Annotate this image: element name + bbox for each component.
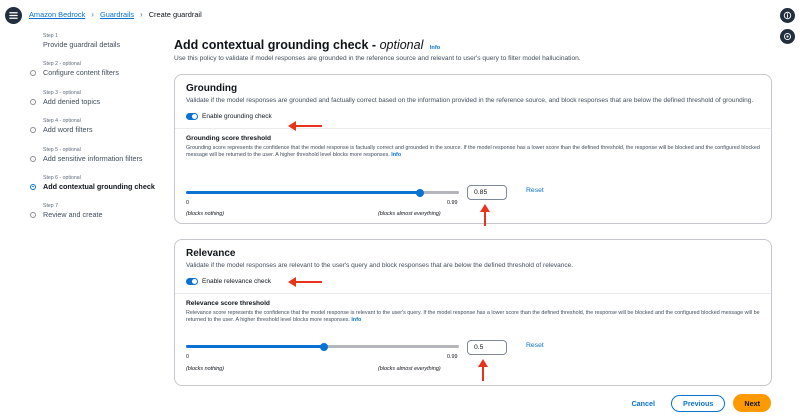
grounding-title: Grounding — [186, 83, 238, 94]
step-number: Step 4 - optional — [43, 118, 81, 125]
annotation-arrow-left-icon — [286, 276, 324, 288]
breadcrumb-amazon-bedrock[interactable]: Amazon Bedrock — [29, 10, 86, 19]
relevance-threshold-description — [186, 310, 760, 324]
grounding-threshold-description-text: Grounding score represents the confidence that the model response is factually correct and grounded in the source. If the model response has a lower score than the defined threshold, the response will be blocked and the configured blocked message will be returned to the user. A higher threshold level blocks more responses. — [186, 144, 760, 158]
annotation-arrow-up-icon — [479, 203, 491, 227]
relevance-slider[interactable] — [186, 345, 459, 348]
relevance-threshold-input[interactable]: 0.5 — [467, 340, 507, 355]
relevance-max-caption: (blocks almost everything) — [378, 366, 441, 372]
grounding-slider-thumb[interactable] — [416, 189, 424, 197]
wizard-step-7[interactable] — [30, 203, 170, 231]
grounding-toggle[interactable] — [186, 113, 198, 120]
info-panel-icon[interactable] — [780, 8, 795, 23]
cancel-button[interactable]: Cancel — [631, 398, 656, 408]
grounding-slider[interactable] — [186, 191, 459, 194]
breadcrumb-current: Create guardrail — [148, 10, 202, 19]
previous-button[interactable]: Previous — [671, 395, 725, 412]
relevance-threshold-description-text: Relevance score represents the confidence that the model response is relevant to the user's query. If the model response has a lower score than the defined threshold, the response will be blocked and the configured blocked message will be returned to the user. A higher threshold level blocks more responses. — [186, 309, 760, 323]
grounding-min-caption: (blocks nothing) — [186, 211, 225, 217]
wizard-footer — [631, 394, 771, 412]
wizard-step-5[interactable] — [30, 147, 170, 175]
page-title — [174, 38, 772, 52]
grounding-reset-button[interactable]: Reset — [526, 187, 544, 194]
wizard-step-6[interactable] — [30, 175, 170, 203]
menu-icon[interactable] — [5, 7, 22, 24]
grounding-info-link[interactable]: Info — [391, 151, 402, 158]
grounding-description: Validate if the model responses are grounded and factually correct based on the information provided in the reference source, and block responses that are below the defined threshold of grounding. — [186, 97, 754, 104]
wizard-step-4[interactable] — [30, 118, 170, 146]
grounding-max-caption: (blocks almost everything) — [378, 211, 441, 217]
relevance-toggle-label: Enable relevance check — [202, 277, 272, 285]
grounding-min-label: 0 — [186, 200, 189, 206]
grounding-max-label: 0.99 — [447, 200, 458, 206]
step-name: Provide guardrail details — [43, 40, 121, 49]
relevance-slider-fill — [186, 345, 324, 348]
step-name: Add contextual grounding check — [43, 181, 155, 191]
relevance-min-label: 0 — [186, 354, 189, 360]
relevance-toggle[interactable] — [186, 278, 198, 285]
annotation-arrow-left-icon — [286, 120, 324, 132]
relevance-title: Relevance — [186, 248, 236, 259]
page-description: Use this policy to validate if model responses are grounded in the reference source and relevant to user's query to filter model hallucination. — [174, 55, 581, 62]
step-number: Step 3 - optional — [43, 89, 81, 96]
relevance-min-caption: (blocks nothing) — [186, 366, 225, 372]
relevance-slider-thumb[interactable] — [320, 343, 328, 351]
step-name: Add word filters — [43, 125, 93, 135]
wizard-step-2[interactable] — [30, 61, 170, 89]
step-number: Step 6 - optional — [43, 174, 81, 181]
grounding-slider-fill — [186, 191, 420, 194]
grounding-card — [174, 74, 772, 224]
step-active-circle-icon — [30, 184, 36, 190]
step-number: Step 2 - optional — [43, 61, 81, 68]
step-number: Step 7 — [43, 203, 58, 210]
step-number: Step 1 — [43, 33, 58, 39]
relevance-card — [174, 239, 772, 386]
breadcrumb — [29, 10, 202, 19]
grounding-threshold-label: Grounding score threshold — [186, 134, 271, 142]
page-title-text: Add contextual grounding check - — [174, 38, 380, 52]
main-content — [174, 38, 772, 372]
grounding-threshold-description — [186, 145, 760, 159]
step-circle-icon — [30, 70, 36, 76]
step-circle-icon — [30, 212, 36, 218]
step-circle-icon — [30, 127, 36, 133]
relevance-info-link[interactable]: Info — [351, 316, 362, 323]
chevron-right-icon: › — [140, 10, 143, 19]
wizard-steps — [30, 33, 170, 232]
breadcrumb-guardrails[interactable]: Guardrails — [99, 10, 135, 19]
step-circle-icon — [30, 99, 36, 105]
step-circle-icon — [30, 156, 36, 162]
step-name: Review and create — [43, 210, 103, 220]
step-number: Step 5 - optional — [43, 146, 81, 153]
next-button[interactable]: Next — [733, 394, 771, 412]
wizard-step-1[interactable] — [30, 33, 170, 61]
settings-panel-icon[interactable] — [780, 29, 795, 44]
page-info-link[interactable]: Info — [429, 45, 441, 51]
page-title-optional: optional — [379, 38, 424, 52]
step-name: Add sensitive information filters — [43, 153, 143, 163]
wizard-step-3[interactable] — [30, 90, 170, 118]
step-name: Add denied topics — [43, 96, 101, 106]
grounding-threshold-input[interactable]: 0.85 — [467, 185, 507, 200]
chevron-right-icon: › — [91, 10, 94, 19]
grounding-toggle-label: Enable grounding check — [202, 112, 272, 120]
relevance-description: Validate if the model responses are relevant to the user's query and block responses that are below the defined threshold of relevance. — [186, 262, 574, 269]
relevance-max-label: 0.99 — [447, 354, 458, 360]
annotation-arrow-up-icon — [477, 358, 489, 382]
step-name: Configure content filters — [43, 68, 119, 78]
relevance-threshold-label: Relevance score threshold — [186, 299, 270, 307]
relevance-reset-button[interactable]: Reset — [526, 342, 544, 349]
